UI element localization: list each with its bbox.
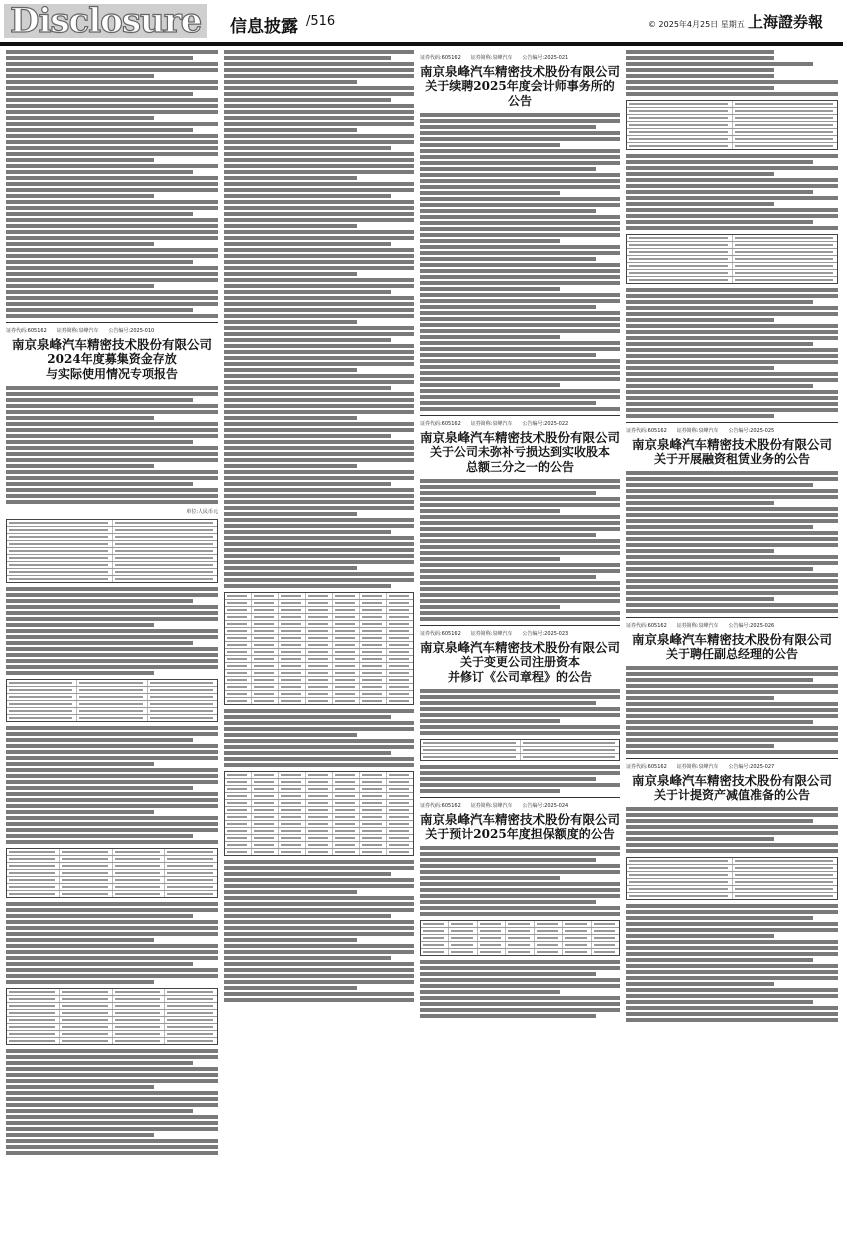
notice-title-line-1: 关于预计2025年度担保额度的公告 [425, 827, 615, 841]
body-text [626, 471, 838, 613]
body-text [626, 666, 838, 754]
body-text [626, 904, 838, 1022]
stock-abbr: 证券简称:泉峰汽车 [56, 328, 99, 334]
notice-header-2 [420, 54, 620, 109]
notice-title-line-1: 关于开展融资租赁业务的公告 [653, 452, 810, 466]
notice-title-line-2: 总额三分之一的公告 [465, 460, 574, 474]
issue-date: © 2025年4月25日 星期五 [648, 20, 745, 29]
investment-table [224, 592, 414, 705]
body-text [420, 689, 620, 735]
company-name: 南京泉峰汽车精密技术股份有限公司 [420, 812, 620, 827]
notice-number: 公告编号:2025-026 [728, 623, 775, 629]
body-text [6, 386, 218, 504]
notice-number: 公告编号:2025-025 [728, 428, 775, 434]
stock-abbr: 证券简称:泉峰汽车 [470, 631, 513, 637]
notice-header-5 [420, 797, 620, 842]
body-text [6, 902, 218, 984]
account-table-2 [6, 988, 218, 1045]
banner-word: Disclosure [4, 4, 207, 38]
company-name: 南京泉峰汽车精密技术股份有限公司 [631, 437, 832, 452]
notice-number: 公告编号:2025-023 [522, 631, 569, 637]
stock-code: 证券代码:605162 [626, 428, 667, 434]
notice-title-line-1: 关于续聘2025年度会计师事务所的公告 [425, 79, 615, 108]
body-text [420, 846, 620, 916]
stock-abbr: 证券简称:泉峰汽车 [676, 623, 719, 629]
body-text [224, 50, 414, 588]
balance-table [6, 679, 218, 722]
company-name: 南京泉峰汽车精密技术股份有限公司 [420, 430, 620, 445]
notice-title-line-2: 并修订《公司章程》的公告 [447, 670, 592, 684]
body-text [6, 50, 218, 318]
notice-title-line-1: 关于公司未弥补亏损达到实收股本 [429, 445, 610, 459]
column-1 [6, 50, 218, 1248]
notice-number: 公告编号:2025-027 [728, 764, 775, 770]
newspaper-name: 上海證券報 [748, 13, 824, 31]
account-table [6, 848, 218, 898]
body-text [420, 765, 620, 793]
section-title: 信息披露 [230, 17, 298, 37]
body-text [224, 860, 414, 1002]
body-text [626, 50, 838, 96]
masthead [0, 0, 843, 42]
body-text [224, 709, 414, 767]
body-text [420, 479, 620, 621]
stock-code: 证券代码:605162 [420, 803, 461, 809]
notice-header-3 [420, 415, 620, 475]
stock-abbr: 证券简称:泉峰汽车 [470, 421, 513, 427]
notice-header-4 [420, 625, 620, 685]
body-text [420, 113, 620, 411]
notice-header-8 [626, 758, 838, 803]
notice-number: 公告编号:2025-021 [522, 55, 569, 61]
stock-code: 证券代码:605162 [626, 623, 667, 629]
investment-table-2 [224, 771, 414, 856]
notice-title-line-1: 2024年度募集资金存放 [47, 352, 177, 366]
notice-title-line-1: 关于聘任副总经理的公告 [665, 647, 798, 661]
company-name: 南京泉峰汽车精密技术股份有限公司 [420, 640, 620, 655]
body-text [626, 288, 838, 418]
body-text [6, 587, 218, 675]
stock-code: 证券代码:605162 [420, 421, 461, 427]
company-name: 南京泉峰汽车精密技术股份有限公司 [631, 773, 832, 788]
financial-table-2 [626, 234, 838, 284]
masthead-rule [0, 42, 843, 46]
page-number: /516 [306, 14, 336, 29]
stock-code: 证券代码:605162 [626, 764, 667, 770]
notice-header-6 [626, 422, 838, 467]
stock-abbr: 证券简称:泉峰汽车 [470, 803, 513, 809]
column-3 [420, 50, 620, 1248]
body-text [420, 960, 620, 1018]
body-text [6, 726, 218, 844]
stock-code: 证券代码:605162 [420, 55, 461, 61]
notice-header-7 [626, 617, 838, 662]
impairment-table [626, 857, 838, 900]
company-name: 南京泉峰汽车精密技术股份有限公司 [11, 337, 212, 352]
body-text [6, 1049, 218, 1155]
articles-amendment-table [420, 739, 620, 761]
financial-table [626, 100, 838, 150]
stock-abbr: 证券简称:泉峰汽车 [676, 428, 719, 434]
notice-number: 公告编号:2025-024 [522, 803, 569, 809]
column-4 [626, 50, 838, 1248]
notice-header-1 [6, 322, 218, 382]
notice-title-line-2: 与实际使用情况专项报告 [45, 367, 178, 381]
stock-code: 证券代码:605162 [420, 631, 461, 637]
unit-label: 单位:人民币元 [186, 509, 218, 515]
body-text [626, 807, 838, 853]
guarantee-table [420, 920, 620, 956]
company-name: 南京泉峰汽车精密技术股份有限公司 [420, 64, 620, 79]
stock-code: 证券代码:605162 [6, 328, 47, 334]
notice-title-line-1: 关于变更公司注册资本 [459, 655, 580, 669]
stock-abbr: 证券简称:泉峰汽车 [470, 55, 513, 61]
column-2 [224, 50, 414, 1248]
notice-number: 公告编号:2025-010 [108, 328, 155, 334]
notice-number: 公告编号:2025-022 [522, 421, 569, 427]
stock-abbr: 证券简称:泉峰汽车 [676, 764, 719, 770]
notice-title-line-1: 关于计提资产减值准备的公告 [653, 788, 810, 802]
company-name: 南京泉峰汽车精密技术股份有限公司 [631, 632, 832, 647]
body-text [626, 154, 838, 230]
funds-table [6, 519, 218, 583]
